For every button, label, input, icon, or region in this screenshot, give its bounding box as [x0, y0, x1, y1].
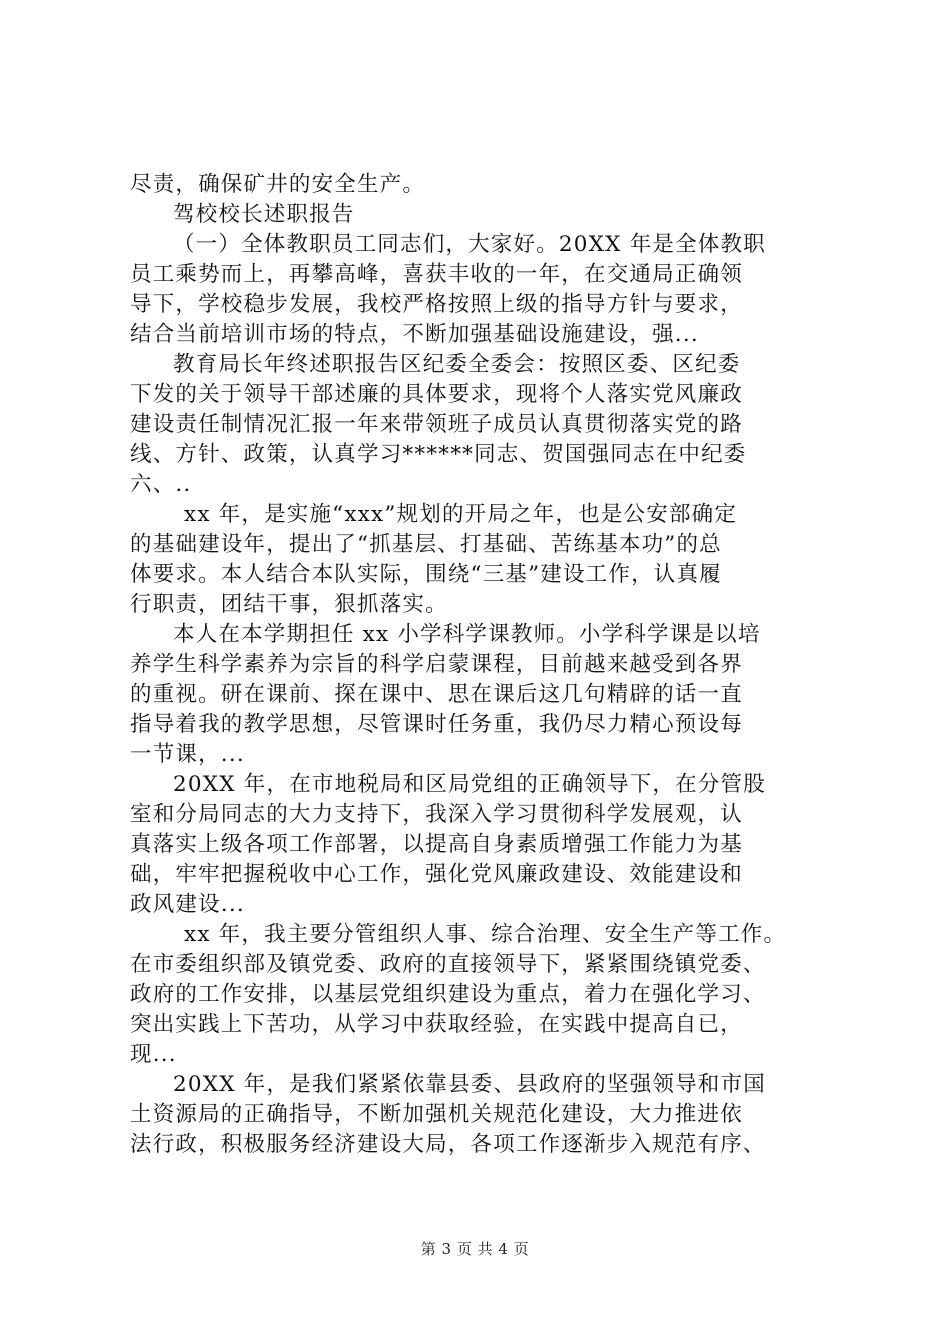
text-line: 六、.. — [130, 472, 192, 497]
page-number: 第 3 页 共 4 页 — [420, 1240, 530, 1258]
text-line: 员工乘势而上，再攀高峰，喜获丰收的一年，在交通局正确领 — [130, 262, 743, 287]
text-line: 土资源局的正确指导，不断加强机关规范化建设，大力推进依 — [130, 1102, 743, 1127]
text-line: 体要求。本人结合本队实际，围绕“三基”建设工作，认真履 — [130, 562, 722, 587]
text-line: 室和分局同志的大力支持下，我深入学习贯彻科学发展观，认 — [130, 802, 743, 827]
page-footer — [0, 1238, 950, 1259]
text-line: 建设责任制情况汇报一年来带领班子成员认真贯彻落实党的路 — [130, 412, 743, 437]
text-line: 结合当前培训市场的特点，不断加强基础设施建设，强... — [130, 322, 699, 347]
text-line: 20XX 年，是我们紧紧依靠县委、县政府的坚强领导和市国 — [173, 1072, 766, 1097]
text-line: xx 年，我主要分管组织人事、综合治理、安全生产等工作。 — [184, 922, 787, 947]
text-line: 真落实上级各项工作部署，以提高自身素质增强工作能力为基 — [130, 832, 743, 857]
text-line: 下发的关于领导干部述廉的具体要求，现将个人落实党风廉政 — [130, 382, 743, 407]
text-line: 尽责，确保矿井的安全生产。 — [130, 172, 426, 197]
text-line: 20XX 年，在市地税局和区局党组的正确领导下，在分管股 — [173, 772, 766, 797]
text-line: 导下，学校稳步发展，我校严格按照上级的指导方针与要求， — [130, 292, 743, 317]
document-body — [130, 170, 830, 1160]
text-line: （一）全体教职员工同志们，大家好。20XX 年是全体教职 — [173, 232, 766, 257]
text-line: 本人在本学期担任 xx 小学科学课教师。小学科学课是以培 — [173, 622, 761, 647]
text-line: 法行政，积极服务经济建设大局，各项工作逐渐步入规范有序、 — [130, 1132, 766, 1157]
text-line: 养学生科学素养为宗旨的科学启蒙课程，目前越来越受到各界 — [130, 652, 743, 677]
text-line: 线、方针、政策，认真学习******同志、贺国强同志在中纪委 — [130, 442, 747, 467]
text-line: xx 年，是实施“xxx”规划的开局之年，也是公安部确定 — [184, 502, 738, 527]
text-line: 一节课，... — [130, 742, 245, 767]
text-line: 政风建设... — [130, 892, 245, 917]
text-line: 政府的工作安排，以基层党组织建设为重点，着力在强化学习、 — [130, 982, 766, 1007]
text-line: 突出实践上下苦功，从学习中获取经验，在实践中提高自已， — [130, 1012, 743, 1037]
text-line: 础，牢牢把握税收中心工作，强化党风廉政建设、效能建设和 — [130, 862, 743, 887]
text-line: 的重视。研在课前、探在课中、思在课后这几句精辟的话一直 — [130, 682, 743, 707]
text-line: 在市委组织部及镇党委、政府的直接领导下，紧紧围绕镇党委、 — [130, 952, 766, 977]
text-line: 行职责，团结干事，狠抓落实。 — [130, 592, 448, 617]
text-line: 教育局长年终述职报告区纪委全委会：按照区委、区纪委 — [173, 352, 741, 377]
text-line: 驾校校长述职报告 — [173, 202, 355, 227]
text-line: 现... — [130, 1042, 177, 1067]
text-line: 指导着我的教学思想，尽管课时任务重，我仍尽力精心预设每 — [130, 712, 743, 737]
text-line: 的基础建设年，提出了“抓基层、打基础、苦练基本功”的总 — [130, 532, 722, 557]
